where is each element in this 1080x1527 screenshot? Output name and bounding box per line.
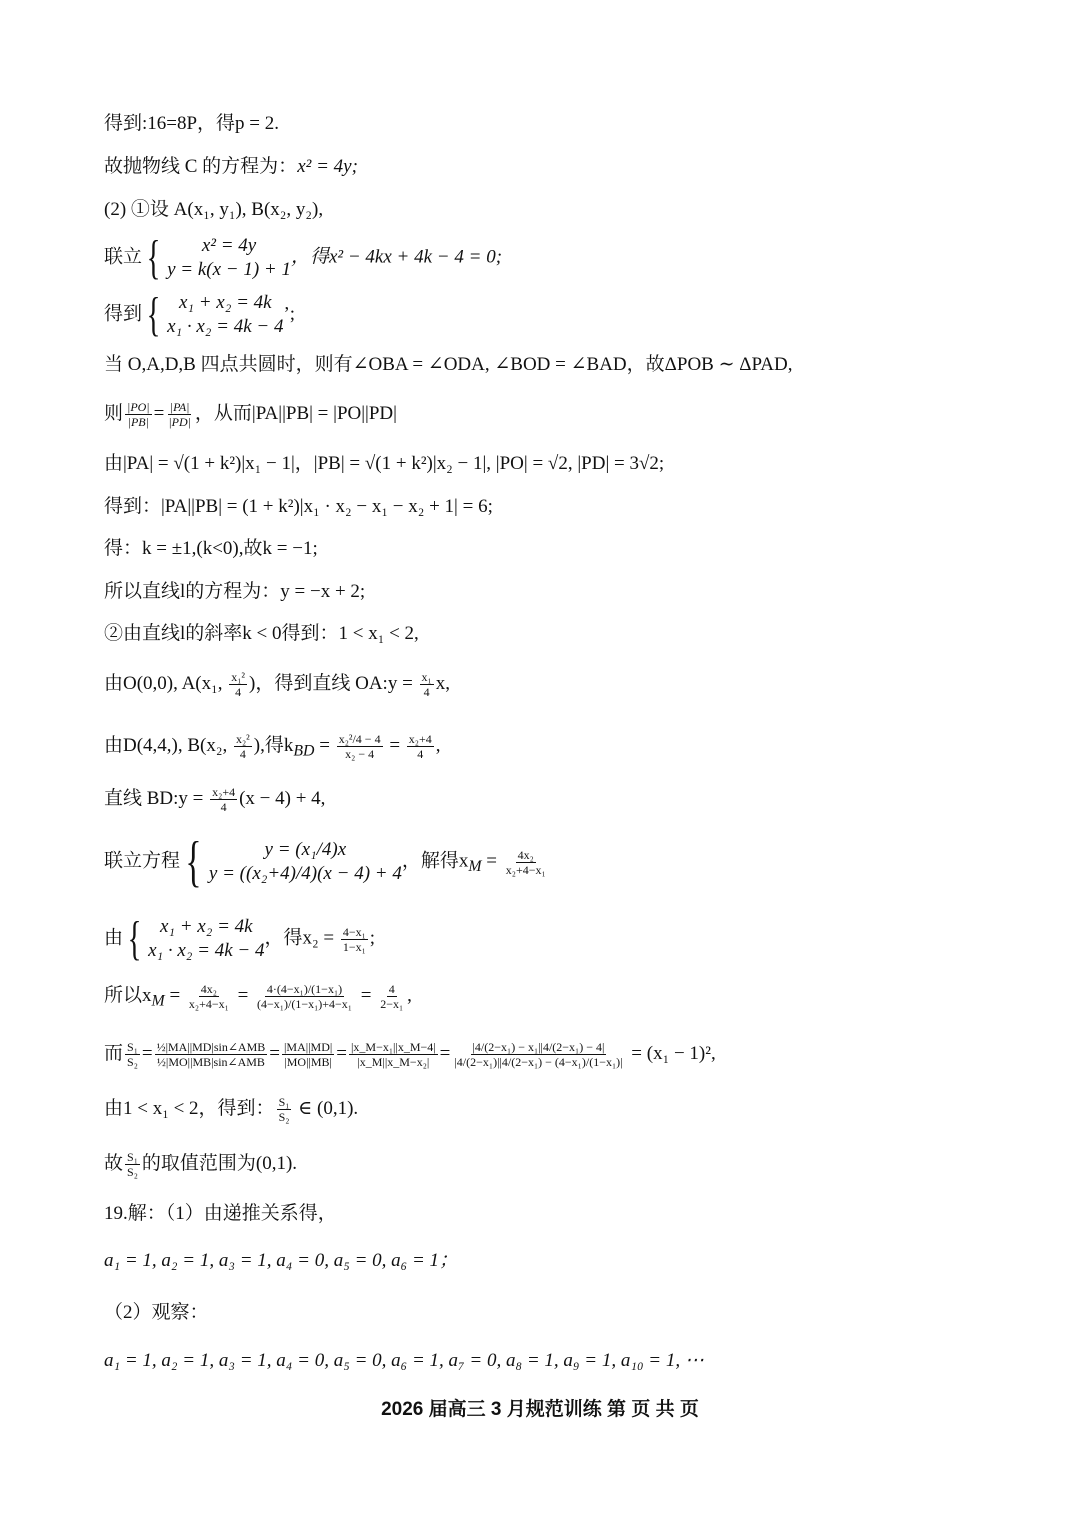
- page-footer: 2026 届高三 3 月规范训练 第 页 共 页: [381, 1399, 699, 1420]
- line-13: [104, 670, 450, 699]
- numerator: |MA||MD|: [284, 1040, 333, 1054]
- line-17-tail: ;: [369, 927, 376, 949]
- fraction: [420, 670, 434, 699]
- numerator: x₁: [421, 670, 432, 684]
- equation-system-1: [142, 231, 291, 284]
- system-row: x₁ + x₂ = 4k: [159, 916, 253, 937]
- line-7-label: 则: [104, 402, 124, 424]
- fraction: [125, 1150, 140, 1179]
- line-6: 当 O,A,D,B 四点共圆时，则有∠OBA = ∠ODA, ∠BOD = ∠BAD，故ΔPOB ∼ ΔPAD,: [104, 354, 793, 375]
- system-row: y = ((x₂+4)/4)(x − 4) + 4: [208, 863, 402, 884]
- numerator: 4: [388, 982, 395, 996]
- line-23: a₁ = 1, a₂ = 1, a₃ = 1, a₄ = 0, a₅ = 0, a₆ = 1；: [104, 1250, 459, 1271]
- denominator: S₂: [127, 1165, 138, 1179]
- fraction: [166, 400, 193, 429]
- numerator: 4x₂: [200, 982, 217, 996]
- line-15-tail: (x − 4) + 4,: [239, 787, 326, 809]
- numerator: |PA|: [169, 400, 190, 414]
- denominator: |PB|: [127, 415, 149, 429]
- system-row: x₁ · x₂ = 4k − 4: [167, 316, 284, 337]
- numerator: x₂+4: [408, 732, 432, 746]
- line-25: a₁ = 1, a₂ = 1, a₃ = 1, a₄ = 0, a₅ = 0, a₆ = 1, a₇ = 0, a₈ = 1, a₉ = 1, a₁₀ = 1, ⋯: [104, 1350, 704, 1371]
- line-17: [104, 912, 376, 965]
- line-9: 得到：|PA||PB| = (1 + k²)|x₁ · x₂ − x₁ − x₂ + 1| = 6;: [104, 496, 493, 517]
- line-3: (2) ①设 A(x₁, y₁), B(x₂, y₂),: [104, 199, 324, 220]
- line-15-text: 直线 BD:y =: [104, 787, 209, 809]
- line-21-label: 故: [104, 1152, 124, 1174]
- subscript: BD: [293, 742, 315, 760]
- line-14: [104, 732, 441, 764]
- numerator: 4−x₁: [342, 924, 366, 939]
- numerator: |4/(2−x₁) − x₁||4/(2−x₁) − 4|: [472, 1040, 605, 1054]
- equals-sign: =: [164, 984, 185, 1006]
- fraction: [155, 1040, 268, 1069]
- line-18-tail: ,: [407, 984, 412, 1006]
- line-15: [104, 785, 325, 814]
- denominator: S₂: [278, 1110, 290, 1124]
- line-10: 得：k = ±1,(k<0),故k = −1;: [104, 538, 318, 559]
- numerator: x₂²/4 − 4: [338, 732, 381, 746]
- equals-sign: =: [269, 1042, 280, 1064]
- equation-system-4: [123, 912, 265, 965]
- fraction: [125, 1040, 140, 1069]
- brace-icon: {: [146, 231, 161, 284]
- fraction: [255, 982, 354, 1011]
- numerator: x₁²: [231, 670, 246, 684]
- denominator: x₂ − 4: [345, 747, 375, 761]
- line-19-tail: = (x₁ − 1)²,: [626, 1042, 716, 1064]
- equals-sign: =: [314, 734, 335, 756]
- line-8: 由|PA| = √(1 + k²)|x₁ − 1|，|PB| = √(1 + k²)|x₂ − 1|, |PO| = √2, |PD| = 3√2;: [104, 453, 665, 474]
- numerator: 4x₂: [517, 847, 534, 862]
- equation-system-2: [142, 288, 284, 341]
- line-21-tail: 的取值范围为(0,1).: [141, 1152, 298, 1174]
- fraction: [407, 732, 434, 761]
- line-14-tail: ,: [435, 734, 441, 756]
- line-5: [104, 288, 296, 341]
- line-4-result: ，得x² − 4kx + 4k − 4 = 0;: [290, 246, 503, 268]
- denominator: ½|MO||MB|sin∠AMB: [156, 1055, 265, 1069]
- line-24: （2）观察：: [104, 1302, 209, 1323]
- line-19-label: 而: [104, 1042, 124, 1064]
- line-4-label: 联立: [104, 246, 143, 268]
- fraction: [341, 925, 368, 954]
- brace-icon: {: [127, 912, 142, 965]
- fraction: [234, 732, 252, 761]
- fraction: [210, 785, 237, 814]
- system-row: y = (x₁/4)x: [264, 839, 347, 860]
- brace-icon: {: [146, 288, 161, 341]
- system-row: x₁ · x₂ = 4k − 4: [148, 940, 265, 961]
- equals-sign: =: [232, 984, 254, 1006]
- equation-system-3: [180, 831, 402, 893]
- equals-sign: =: [153, 402, 165, 424]
- numerator: 4·(4−x₁)/(1−x₁): [266, 982, 343, 996]
- fraction: [349, 1040, 438, 1069]
- line-13-text: 由O(0,0), A(x₁,: [104, 672, 228, 694]
- line-16-mid: ，解得x: [401, 850, 469, 872]
- fraction: [229, 670, 247, 699]
- denominator: S₂: [127, 1055, 138, 1069]
- fraction: [504, 848, 548, 877]
- denominator: x₂+4−x₁: [188, 997, 229, 1011]
- line-17-label: 由: [104, 927, 124, 949]
- denominator: |MO||MB|: [284, 1055, 332, 1069]
- line-2: [104, 155, 358, 179]
- line-12: ②由直线l的斜率k < 0得到：1 < x₁ < 2,: [104, 623, 419, 644]
- system-row: x² = 4y: [201, 235, 257, 256]
- fraction: [452, 1040, 624, 1069]
- denominator: |PD|: [168, 415, 191, 429]
- line-13-mid: )，得到直线 OA:y =: [249, 672, 418, 694]
- line-7: [104, 400, 397, 429]
- numerator: ½|MA||MD|sin∠AMB: [156, 1040, 266, 1054]
- equals-sign: =: [439, 1042, 451, 1064]
- parabola-equation: x² = 4y;: [297, 156, 358, 177]
- denominator: 4: [235, 685, 242, 699]
- fraction: [337, 732, 383, 761]
- denominator: 1−x₁: [342, 939, 366, 954]
- line-17-mid: ，得x₂ =: [264, 927, 339, 949]
- line-18: [104, 982, 412, 1014]
- line-14-mid: ),得k: [253, 734, 294, 756]
- fraction: [378, 982, 405, 1011]
- line-20-tail: ∈ (0,1).: [293, 1097, 359, 1119]
- line-4: [104, 231, 503, 284]
- brace-icon: {: [185, 831, 202, 893]
- line-7-tail: ，从而|PA||PB| = |PO||PD|: [194, 402, 397, 424]
- equals-sign: =: [141, 1042, 153, 1064]
- denominator: 4: [423, 685, 430, 699]
- line-18-text: 所以x: [104, 984, 152, 1006]
- line-20-text: 由1 < x₁ < 2，得到：: [104, 1097, 275, 1119]
- fraction: [187, 982, 231, 1011]
- denominator: 4: [220, 800, 227, 814]
- line-13-tail: x,: [435, 672, 450, 694]
- system-row: x₁ + x₂ = 4k: [178, 292, 272, 313]
- line-11: 所以直线l的方程为：y = −x + 2;: [104, 581, 366, 602]
- denominator: 2−x₁: [380, 997, 404, 1011]
- line-16: [104, 831, 550, 893]
- denominator: x₂+4−x₁: [505, 862, 546, 877]
- numerator: x₂²: [236, 732, 250, 746]
- equals-sign: =: [356, 984, 377, 1006]
- system-row: y = k(x − 1) + 1: [167, 259, 291, 280]
- line-16-label: 联立方程: [104, 850, 181, 872]
- line-20: [104, 1095, 358, 1124]
- fraction: [277, 1095, 292, 1124]
- equals-sign: =: [481, 850, 502, 872]
- numerator: S₁: [127, 1040, 138, 1054]
- denominator: (4−x₁)/(1−x₁)+4−x₁: [257, 997, 352, 1011]
- denominator: 4: [417, 747, 424, 761]
- fraction: [282, 1040, 334, 1069]
- line-22: 19.解：（1）由递推关系得，: [104, 1203, 337, 1224]
- line-19: [104, 1040, 716, 1069]
- line-21: [104, 1150, 297, 1179]
- numerator: |PO|: [127, 400, 150, 414]
- denominator: |x_M||x_M−x₂|: [357, 1055, 430, 1069]
- denominator: 4: [239, 747, 246, 761]
- line-2-text: 故抛物线 C 的方程为：: [104, 156, 298, 177]
- equals-sign: =: [384, 734, 405, 756]
- line-5-tail: ’;: [283, 303, 296, 325]
- line-14-text: 由D(4,4,), B(x₂,: [104, 734, 232, 756]
- equals-sign: =: [336, 1042, 347, 1064]
- numerator: x₂+4: [212, 785, 236, 799]
- numerator: S₁: [278, 1095, 290, 1109]
- denominator: |4/(2−x₁)||4/(2−x₁) − (4−x₁)/(1−x₁)|: [454, 1055, 623, 1069]
- line-5-label: 得到: [104, 303, 143, 325]
- numerator: |x_M−x₁||x_M−4|: [351, 1040, 436, 1054]
- numerator: S₁: [127, 1150, 138, 1164]
- subscript: M: [468, 858, 482, 876]
- subscript: M: [151, 992, 165, 1010]
- fraction: [125, 400, 152, 429]
- line-1: 得到:16=8P，得p = 2.: [104, 113, 280, 134]
